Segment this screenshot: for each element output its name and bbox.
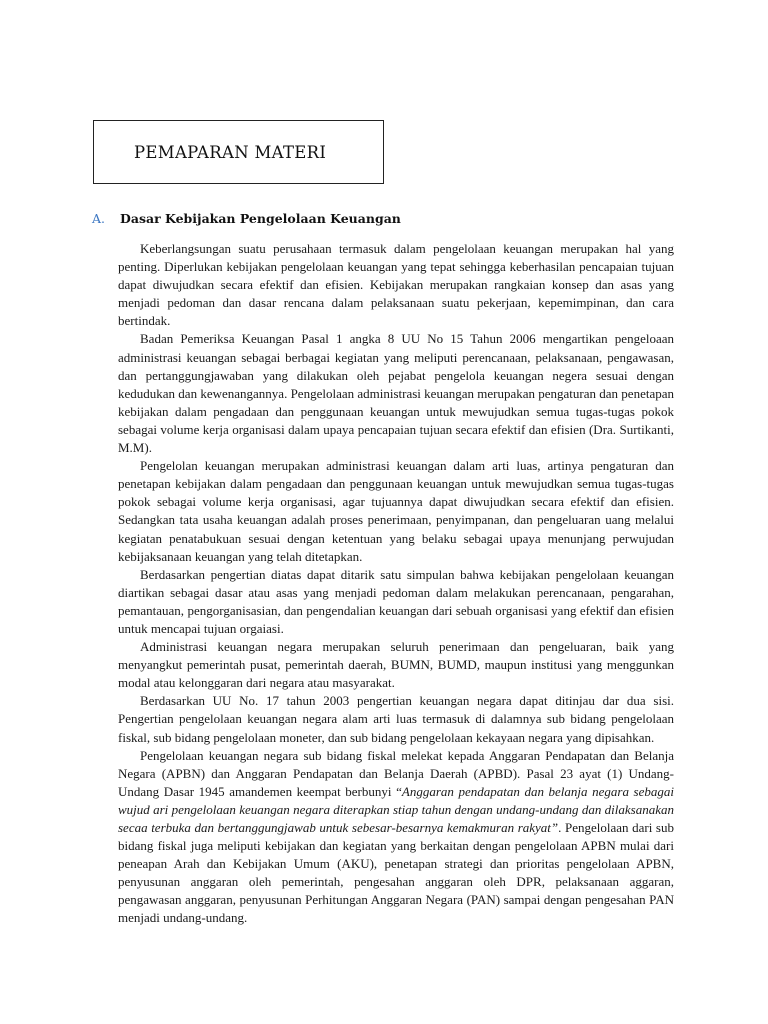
paragraph: Berdasarkan pengertian diatas dapat ditarik satu simpulan bahwa kebijakan pengelolaan keuangan diartikan sebagai dasar atau asas yang menjadi pedoman dalam melakukan perencanaan, pengarahan, pemantauan, pengorganisasian, dan pengendalian keuangan dari sebuah organisasi yang efektif dan efisien untuk mencapai tujuan orgaiasi. [118, 566, 674, 636]
paragraph [118, 747, 674, 928]
quoted-article: Anggaran pendapatan dan belanja negara sebagai wujud ari pengelolaan keuangan negara diterapkan stiap tahun dengan undang-undang dan dilaksanakan secaa terbuka dan bertanggungjawab untuk sebesar-besarnya kemakmuran rakyat” [118, 783, 674, 835]
paragraph: Berdasarkan UU No. 17 tahun 2003 pengertian keuangan negara dapat ditinjau dar dua sisi. Pengertian pengelolaan keuangan negara alam arti luas termasuk di dalamnya sub bidang pengelolaan fiskal, sub bidang pengelolaan moneter, dan sub bidang pengelolaan kekayaan negara yang dipisahkan. [118, 693, 674, 745]
section-title: Dasar Kebijakan Pengelolaan Keuangan [120, 211, 401, 226]
paragraph: Pengelolan keuangan merupakan administrasi keuangan dalam arti luas, artinya pengaturan dan penetapan kebijakan dalam pengadaan dan penggunaan keuangan untuk mewujudkan semua tugas-tugas pokok sebagai volume kerja organisasi, agar tujuannya dapat diwujudkan secara efektif dan efisien. Sedangkan tata usaha keuangan adalah proses penerimaan, penyimpanan, dan pengeluaran uang melalui kegiatan penatabukuan sesuai dengan ketentuan yang belaku sebagai upaya menunjang perwujudan kebijaksanaan keuangan yang telah ditetapkan. [118, 458, 674, 564]
section-heading [92, 211, 401, 226]
paragraph: Administrasi keuangan negara merupakan seluruh penerimaan dan pengeluaran, baik yang menyangkut pemerintah pusat, pemerintah daerah, BUMN, BUMD, maupun institusi yang menggunkan modal atau kelonggaran dari negara atau masyarakat. [118, 639, 674, 691]
paragraph: Badan Pemeriksa Keuangan Pasal 1 angka 8 UU No 15 Tahun 2006 mengartikan pengeloaan administrasi keuangan sebagai berbagai kegiatan yang meliputi perencanaan, pelaksanaan, pengawasan, dan pertanggungjawaban yang dilakukan oleh pejabat pengelola keuangan negera sesuai dengan kedudukan dan kewenangannya. Pengelolaan administrasi keuangan merupakan pengaturan dan penetapan kebijakan dalam pengadaan dan penggunaan keuangan untuk mewujudkan semua tugas-tugas pokok sebagai volume kerja organisasi dalam upaya pencapaian tujuan secara efektif dan efisien (Dra. Surtikanti, M.M). [118, 331, 674, 456]
paragraph: Keberlangsungan suatu perusahaan termasuk dalam pengelolaan keuangan merupakan hal yang penting. Diperlukan kebijakan pengelolaan keuangan yang tepat sehingga keberhasilan pencapaian tujuan dapat diwujudkan secara efektif dan efisien. Kebijakan merupakan rangkaian konsep dan asas yang menjadi pedoman dan dasar rencana dalam pelaksanaan suatu pekerjaan, kepemimpinan, dan cara bertindak. [118, 241, 674, 329]
section-index: A. [92, 211, 106, 226]
page-title: PEMAPARAN MATERI [134, 143, 327, 162]
paragraph-text: . Pengelolaan dari sub bidang fiskal juga meliputi kebijakan dan kegiatan yang berkaitan dengan pengelolaan APBN mulai dari peneapan Arah dan Kebijakan Umum (AKU), penetapan strategi dan prioritas pengelolaan APBN, penyusunan anggaran oleh pemerintah, pengesahan anggaran oleh DPR, pelaksanaan aggaran, pengawasan anggaran, penyusunan Perhitungan Anggaran Negara (PAN) sampai dengan pengesahan PAN menjadi undang-undang. [118, 820, 674, 926]
title-box [93, 120, 384, 184]
paragraph-text: Pengelolaan keuangan negara sub bidang fiskal melekat kepada Anggaran Pendapatan dan Belanja Negara (APBN) dan Anggaran Pendapatan dan Belanja Daerah (APBD). Pasal 23 ayat (1) Undang-Undang Dasar 1945 amandemen keempat berbunyi “ [118, 747, 674, 799]
body-text [118, 240, 674, 928]
